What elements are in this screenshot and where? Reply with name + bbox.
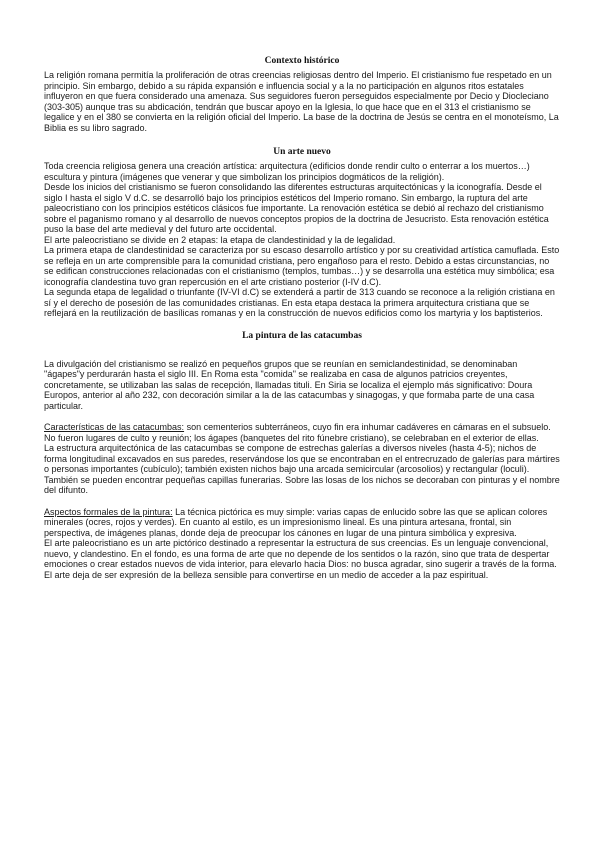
paragraph: La divulgación del cristianismo se realizó en pequeños grupos que se reunían en semiclandestinidad, se denominaban "ágapes"y perdurarán hasta el siglo III. En Roma esta "comida" se realizaba en casa de algunos patricios creyentes, concretamente, se utilizaban las salas de recepción, llamadas tituli. En Siria se localiza el ejemplo más significativo: Doura Europos, anterior al año 232, con decoración similar a la de las catacumbas y sinagogas, y que formaba parte de una casa particular. — [44, 358, 535, 411]
underlined-label: Características de las catacumbas: — [44, 422, 185, 432]
section-un-arte-nuevo — [44, 147, 560, 319]
underlined-label: Aspectos formales de la pintura: — [44, 506, 173, 517]
section-title: La pintura de las catacumbas — [242, 330, 362, 341]
paragraph: La segunda etapa de legalidad o triunfante (IV-VI d.C) se extenderá a partir de 313 cuando se reconoce a la religión cristiana en sí y el derecho de posesión de las comunidades cristianas. En esta etapa destaca la primera arquitectura cristiana que se reflejará en la reutilización de basílicas romanas y en la construcción de nuevos edificios como los martyria y los baptisterios. — [44, 287, 555, 318]
document-page — [44, 56, 560, 580]
paragraph: Toda creencia religiosa genera una creación artística: arquitectura (edificios donde rendir culto o enterrar a los muertos…) escultura y pintura (imágenes que venerar y que simbolizan los principios dogmáticos de la religión). — [44, 161, 530, 182]
paragraph: El arte paleocristiano se divide en 2 etapas: la etapa de clandestinidad y la de legalidad. — [44, 234, 396, 245]
section-pintura-catacumbas — [44, 331, 560, 581]
paragraph: El arte paleocristiano es un arte pictórico destinado a representar la estructura de sus creencias. Es un lenguaje convencional, nuevo, y clandestino. En el fondo, es una forma de arte que no depende de los sentidos o la razón, sino que trata de despertar emociones o crear estados nuevos de vida interior, para elevarlo hacia Dios: no busca agradar, sino sugerir a través de la forma. El arte deja de ser expresión de la belleza sensible para convertirse en un medio de acceder a la paz espiritual. — [44, 538, 557, 580]
spacer — [44, 345, 560, 359]
spacer — [44, 496, 560, 507]
paragraph-text: La técnica pictórica es muy simple: varias capas de enlucido sobre las que se aplican colores minerales (ocres, rojos y verdes). En cuanto al estilo, es un impresionismo lineal. Es una pintura artesana, frontal, sin perspectiva, de imágenes planas, donde deja de preocupar los cánones en lugar de una pintura simbólica y expresiva. — [44, 506, 548, 538]
section-title: Contexto histórico — [264, 56, 340, 66]
paragraph: La estructura arquitectónica de las catacumbas se compone de estrechas galerías a diversos niveles (hasta 4-5); nichos de forma longitudinal excavados en sus paredes, reservándose los que se encontraban en el entrecruzado de galerías para mártires o personas importantes (cubículo); también existen nichos bajo una arcada semicircular (arcosolios) y rectangular (loculi). También se pueden encontrar pequeñas capillas funerarias. Sobre las losas de los nichos se decoraban con pinturas y el nombre del difunto. — [44, 443, 560, 495]
section-title: Un arte nuevo — [273, 147, 331, 157]
section-contexto-historico — [44, 56, 560, 133]
paragraph: La primera etapa de clandestinidad se caracteriza por su escaso desarrollo artístico y por su creatividad artística camuflada. Esto se refleja en un arte comprensible para la comunidad cristiana, pero engañoso para el resto. Debido a estas circunstancias, no se edifican construcciones relacionadas con el cristianismo (templos, tumbas…) y se desarrolla una estética muy simbólica; esa iconografía clandestina tuvo gran repercusión en el arte cristiano posterior (I-IV d.C). — [44, 245, 560, 287]
paragraph — [44, 422, 560, 443]
spacer — [44, 411, 560, 422]
paragraph-text: son cementerios subterráneos, cuyo fin era inhumar cadáveres en cámaras en el subsuelo. No fueron lugares de culto y reunión; los ágapes (banquetes del rito fúnebre cristiano), se celebraban en el exterior de ellas. — [44, 422, 551, 443]
paragraph: La religión romana permitía la proliferación de otras creencias religiosas dentro del Imperio. El cristianismo fue respetado en un principio. Sin embargo, debido a su rápida expansión e influencia social y a la no participación en algunos ritos estatales influyeron en que fuera considerado una amenaza. Sus seguidores fueron perseguidos especialmente por Decio y Diocleciano (303-305) aunque tras su abdicación, tendrán que buscar apoyo en la Iglesia, lo que hace que en el 313 el cristianismo se legalice y en el 380 se convierta en la religión oficial del Imperio. La base de la doctrina de Jesús se centra en el monoteísmo, La Biblia es su libro sagrado. — [44, 70, 559, 133]
paragraph: Desde los inicios del cristianismo se fueron consolidando las diferentes estructuras arquitectónicas y la iconografía. Desde el siglo I hasta el siglo V d.C. se desarrolló bajo los principios estéticos del Imperio romano. Sin embargo, la ruptura del arte paleocristiano con los principios estéticos clásicos fue importante. La renovación estética se debió al rechazo del cristianismo sobre el paganismo romano y al desarrollo de nuevos conceptos propios de la doctrina de Jesucristo. Esta renovación estética puso la base del arte medieval y del futuro arte occidental. — [44, 182, 549, 234]
paragraph — [44, 507, 560, 539]
